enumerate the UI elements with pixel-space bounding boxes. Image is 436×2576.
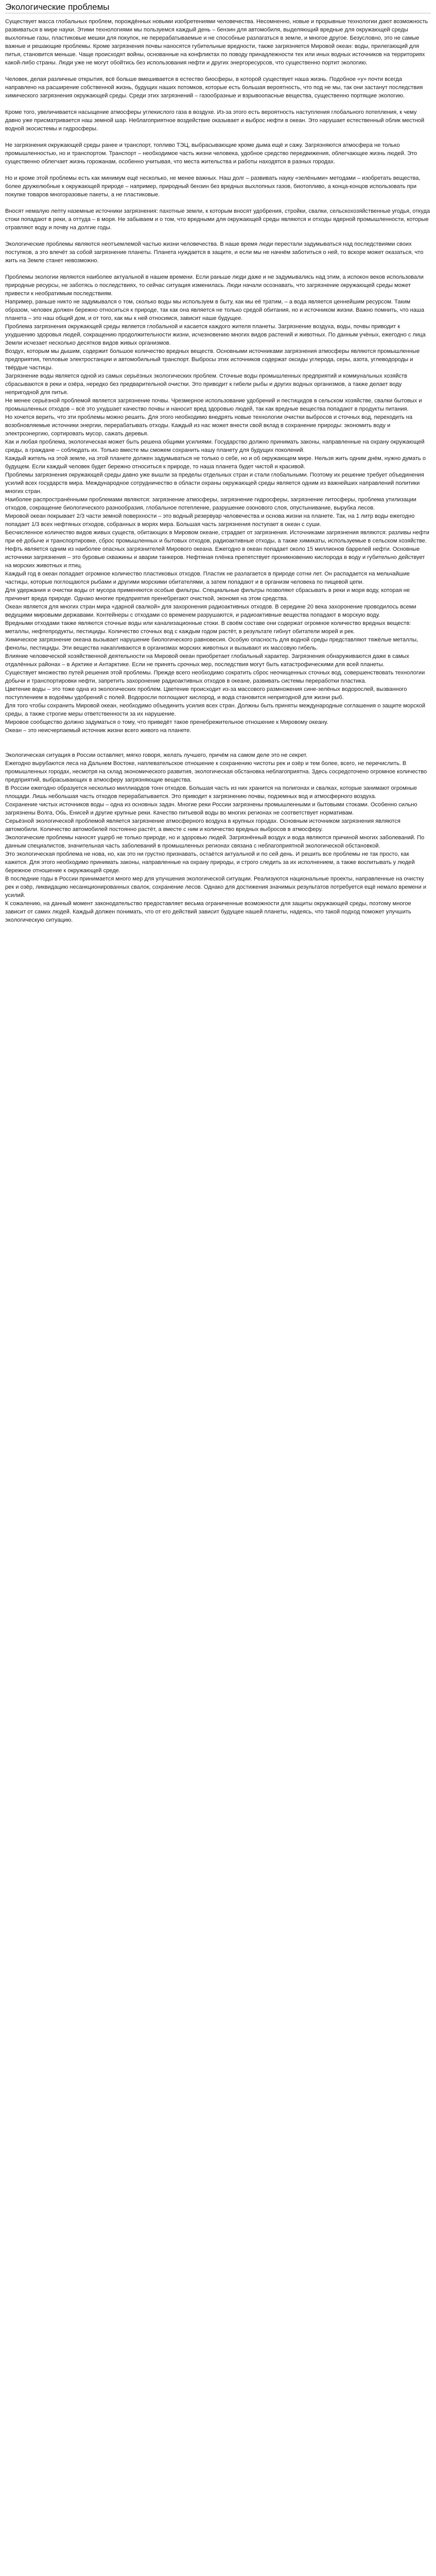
- paragraph: Проблемы экологии являются наиболее актуальной в нашем времени. Если раньше люди даже и не задумывались над этим, а испокон веков использовали природные ресурсы, не заботясь о последствиях, то сейчас ситуация изменилась. Люди начали осознавать, что загрязнение окружающей среды может привести к необратимым последствиям.: [5, 274, 424, 297]
- paragraph: Океан – это неисчерпаемый источник жизни всего живого на планете.: [5, 727, 191, 734]
- paragraph: Но и кроме этой проблемы есть как минимум ещё несколько, не менее важных. Наш долг – развивать науку «зелёными» методами – изобретать вещества, более дружелюбные к окружающей природе – например, природный бензин без вредных выхлопных газов, биотопливо, а конца-концов использовать при покупке товаров многоразовые пакеты, а не пластиковые.: [5, 175, 421, 198]
- paragraph: Экологические проблемы наносят ущерб не только природе, но и здоровью людей. Загрязнённый воздух и вода являются причиной многих заболеваний. По данным специалистов, значительная часть заболеваний в промышленных регионах связана с неблагоприятной экологической обстановкой.: [5, 835, 425, 849]
- paragraph: Экологическая ситуация в России оставляет, мягко говоря, желать лучшего, причём на самом деле это не секрет.: [5, 752, 308, 758]
- paragraph: Океан является для многих стран мира «дарной свалкой» для захоронения радиоактивных отходов. В середине 20 века захоронение проводилось всеми ведущими мировыми державами. Контейнеры с отходами со временем разрушаются, и радиоактивные вещества попадают в морскую воду.: [5, 604, 416, 618]
- paragraph: Цветение воды – это тоже одна из экологических проблем. Цветение происходит из-за массового размножения сине-зелёных водорослей, вызванного поступлением в водоёмы удобрений с полей. Водоросли поглощают кислород, и вода становится непригодной для жизни рыб.: [5, 686, 407, 701]
- paragraph: Сохранение чистых источников воды – одна из основных задач. Многие реки России загрязнены промышленными и бытовыми стоками. Особенно сильно загрязнены Волга, Обь, Енисей и другие крупные реки. Качество питьевой воды во многих регионах не соответствует нормативам.: [5, 802, 417, 816]
- paragraph: Кроме того, увеличивается насыщение атмосферы углекислого газа в воздухе. Из-за этого есть вероятность наступления глобального потепления, к чему давно уже присматривается наш земной шар. Неблагоприятное воздействие оказывает и выброс нефти в океан. Это нарушает естественный облик местной водной экосистемы и гидросферы.: [5, 109, 425, 132]
- paragraph-gap: [5, 265, 431, 273]
- paragraph: Экологические проблемы являются неотъемлемой частью жизни человечества. В наше время люди перестали задумываться над последствиями своих поступков, а это влечёт за собой загрязнение планеты. Планета нуждается в защите, и если мы не начнём заботиться о ней, то вскоре может оказаться, что жить на Земле станет невозможно.: [5, 241, 424, 264]
- paragraph: Например, раньше никто не задумывался о том, сколько воды мы используем в быту, как мы её тратим, – а вода является ценнейшим ресурсом. Таким образом, человек должен бережно относиться к природе, так как она является не только средой обитания, но и источником жизни. Важно помнить, что наша планета – это наш общий дом, и от того, как мы к ней относимся, зависит наше будущее.: [5, 299, 425, 321]
- paragraph: Мировой океан покрывает 2/3 части земной поверхности – это водный резервуар человечества и основа жизни на планете. Так, на 1 литр воды ежегодно попадает 1/3 всех нефтяных отходов, собранных в морях мира. Большая часть загрязнения поступает в океан с суши.: [5, 513, 415, 528]
- paragraph: Воздух, которым мы дышим, содержит большое количество вредных веществ. Основными источниками загрязнения атмосферы являются промышленные предприятия, тепловые электростанции и автомобильный транспорт. Выбросы этих источников содержат оксиды углерода, серы, азота, углеводороды и твёрдые частицы.: [5, 348, 420, 371]
- paragraph: Загрязнение воды является одной из самых серьёзных экологических проблем. Сточные воды промышленных предприятий и коммунальных хозяйств сбрасываются в реки и озёра, нередко без предварительной очистки. Это приводит к гибели рыбы и других водных организмов, а также делает воду непригодной для питья.: [5, 373, 408, 396]
- section-gap: [5, 735, 431, 751]
- paragraph: Вредными отходами также являются сточные воды или канализационные стоки. В своём составе они содержат огромное количество вредных веществ: металлы, нефтепродукты, пестициды. Количество сточных вод с каждым годом растёт, в результате гибнут обитатели морей и рек.: [5, 620, 411, 635]
- paragraph: Серьёзной экологической проблемой является загрязнение атмосферного воздуха в крупных городах. Основным источником загрязнения являются автомобили. Количество автомобилей постоянно растёт, а вместе с ним и количество вредных выбросов в атмосферу.: [5, 818, 400, 833]
- paragraph: Не загрязнения окружающей среды ранее и транспорт, топливо ТЭЦ, выбрасывающие кроме дыма ещё и сажу. Загрязняются атмосфера не только промышленностью, но и транспортом. Транспорт – необходимое часть жизни человека, удобное средство передвижения, облегчающее жизнь людей. Это существенно облегчает жизнь горожанам, особенно учитывая, что места жительства и работы находятся в разных городах.: [5, 142, 417, 165]
- page-title: Экологические проблемы: [5, 2, 431, 13]
- paragraph: Проблема загрязнения окружающей среды является глобальной и касается каждого жителя планеты. Загрязнение воздуха, воды, почвы приводит к ухудшению здоровья людей, сокращению продолжительности жизни, исчезновению многих видов растений и животных. По данным учёных, ежегодно с лица Земли исчезает несколько десятков видов живых организмов.: [5, 324, 426, 346]
- paragraph: Для удержания и очистки воды от мусора применяются особые фильтры. Специальные фильтры позволяют сбрасывать в реки и моря воду, которая не причинит вреда природе. Однако многие предприятия пренебрегают очисткой, экономя на этом средства.: [5, 587, 410, 602]
- paragraph: В последние годы в России принимается много мер для улучшения экологической ситуации. Реализуются национальные проекты, направленные на очистку рек и озёр, ликвидацию несанкционированных свалок, сохранение лесов. Однако для достижения значимых результатов потребуется ещё немало времени и усилий.: [5, 876, 427, 899]
- paragraph: Человек, делая различные открытия, всё больше вмешивается в естество биосферы, в которой существует наша жизнь. Подобное «у» почти всегда направлено на расширение собственной жизнь, будущих наших потомков, которые есть большая вероятность, что под не мы, так они застанут последствия химического загрязнения окружающей среды. Среди этих загрязнений – газообразные и взрывоопасные вещества, существенно портящие экологию.: [5, 76, 423, 99]
- paragraph: Существует масса глобальных проблем, порождённых новыми изобретениями человечества. Несомненно, новые и прорывные технологии дают возможность развиваться в мире науки. Этими технологиями мы пользуемся каждый день – бензин для автомобиля, выделяющий вредные для окружающей среды выхлопные газы, пластиковые мешки для покупок, не перерабатываемые и не способные разлагаться в земле, и многое другое. Безусловно, это не самые важные и решающие проблемы. Кроме загрязнения почвы наносятся губительные вредности, также загрязняется Мировой океан: воды, прилегающий для питья, становится меньше. Чаще происходят войны, основанные на конфликтах по поводу принадлежности тех или иных водных источников на территориях какой-либо страны. Люди уже не могут обойтись без использования нефти и других энергоресурсов, что существенно портит экологию.: [5, 19, 428, 66]
- paragraph: Но хочется верить, что эти проблемы можно решить. Для этого необходимо внедрять новые технологии очистки выбросов и сточных вод, переходить на возобновляемые источники энергии, перерабатывать отходы. Каждый из нас может внести свой вклад в сохранение природы: экономить воду и электроэнергию, сортировать мусор, сажать деревья.: [5, 414, 413, 437]
- paragraph: Проблемы загрязнения окружающей среды давно уже вышли за пределы отдельных стран и стали глобальными. Поэтому их решение требует объединения усилий всех государств мира. Международное сотрудничество в области охраны окружающей среды является одним из важнейших направлений политики многих стран.: [5, 472, 424, 495]
- paragraph: Влияние человеческой хозяйственной деятельности на Мировой океан приобретает глобальный характер. Загрязнения обнаруживаются даже в самых отдалённых районах – в Арктике и Антарктике. Если не принять срочных мер, последствия могут быть катастрофическими для всей планеты.: [5, 653, 409, 668]
- paragraph-gap: [5, 67, 431, 75]
- paragraph-gap: [5, 166, 431, 174]
- paragraph: Это экологическая проблема не нова, но, как это ни грустно признавать, остаётся актуальной и по сей день. И решить все проблемы не так просто, как кажется. Для этого необходимо принимать законы, направленные на охрану природы, и строго следить за их исполнением, а также воспитывать у людей бережное отношение к окружающей среде.: [5, 851, 415, 874]
- paragraph-gap: [5, 199, 431, 207]
- paragraph: Химическое загрязнение океана вызывает нарушение биологического равновесия. Особую опасность для водной среды представляют тяжёлые металлы, фенолы, пестициды. Эти вещества накапливаются в организмах морских животных и вызывают их массовую гибель.: [5, 637, 418, 651]
- paragraph: Существует множество путей решения этой проблемы. Прежде всего необходимо сократить сброс неочищенных сточных вод, совершенствовать технологии добычи и транспортировки нефти, запретить захоронение радиоактивных отходов в океане, развивать системы переработки пластика.: [5, 670, 425, 684]
- paragraph: Не менее серьёзной проблемой является загрязнение почвы. Чрезмерное использование удобрений и пестицидов в сельском хозяйстве, свалки бытовых и промышленных отходов – всё это ухудшает качество почвы и наносит вред здоровью людей, так как вредные вещества попадают в продукты питания.: [5, 398, 422, 412]
- paragraph: Мировое сообщество должно задуматься о тому, что приведёт такое пренебрежительное отношение к Мировому океану.: [5, 719, 328, 725]
- paragraph-gap: [5, 232, 431, 240]
- paragraph: Каждый житель на этой земле, на этой планете должен задумываться не только о себе, но и об окружающем мире. Нельзя жить одним днём, нужно думать о будущем. Если каждый человек будет бережно относиться к природе, то наша планета будет чистой и красивой.: [5, 455, 426, 470]
- paragraph-gap: [5, 100, 431, 108]
- paragraph: Бесчисленное количество видов живых существ, обитающих в Мировом океане, страдает от загрязнения. Источниками загрязнения являются: разливы нефти при её добыче и транспортировке, сброс промышленных и бытовых отходов, радиоактивные отходы, а также химикаты, используемые в сельском хозяйстве.: [5, 530, 429, 544]
- paragraph: Каждый год в океан попадает огромное количество пластиковых отходов. Пластик не разлагается в природе сотни лет. Он распадается на мельчайшие частицы, которые поглощаются рыбами и другими морскими обитателями, а затем попадают и в организм человека по пищевой цепи.: [5, 571, 410, 585]
- paragraph: Как и любая проблема, экологическая может быть решена общими усилиями. Государство должно принимать законы, направленные на охрану окружающей среды, а граждане – соблюдать их. Только вместе мы сможем сохранить нашу планету для будущих поколений.: [5, 439, 425, 453]
- paragraph: Наиболее распространёнными проблемами являются: загрязнение атмосферы, загрязнение гидросферы, загрязнение литосферы, проблема утилизации отходов, сокращение биологического разнообразия, глобальное потепление, разрушение озонового слоя, опустынивание, вырубка лесов.: [5, 497, 416, 511]
- paragraph: Нефть является одним из наиболее опасных загрязнителей Мирового океана. Ежегодно в океан попадает около 15 миллионов баррелей нефти. Основные источники загрязнения – это буровые скважины и аварии танкеров. Нефтяная плёнка препятствует проникновению кислорода в воду и губительно действует на морских животных и птиц.: [5, 546, 425, 569]
- article-body: [5, 18, 431, 924]
- paragraph: К сожалению, на данный момент законодательство предоставляет весьма ограниченные возможности для защиты окружающей среды, поэтому многое зависит от самих людей. Каждый должен понимать, что от его действий зависит будущее нашей планеты, надеясь, что такой подход поможет улучшить экологическую ситуацию.: [5, 901, 411, 923]
- paragraph: Ежегодно вырубаются леса на Дальнем Востоке, наплевательское отношение к сохранению чистоты рек и озёр и тем более, всего, не перечислить. В промышленных городах, несмотря на склад экономического развития, экологическая обстановка неблагоприятна. Здесь сосредоточено огромное количество предприятий, выбрасывающих в атмосферу загрязняющие вещества.: [5, 760, 427, 783]
- paragraph-gap: [5, 133, 431, 141]
- paragraph: Вносят немалую лепту наземные источники загрязнения: пахотные земли, к которым вносят удобрения, стройки, свалки, сельскохозяйственные угодья, откуда стоки попадают в реки, а оттуда – в моря. Не забываем и о том, что вредными для окружающей среды являются и отходы ядерной промышленности, которые отравляют воду и почву на долгие годы.: [5, 208, 430, 231]
- paragraph: В России ежегодно образуется несколько миллиардов тонн отходов. Большая часть из них хранится на полигонах и свалках, которые занимают огромные площади. Лишь небольшая часть отходов перерабатывается. Это приводит к загрязнению почвы, подземных вод и атмосферного воздуха.: [5, 785, 417, 800]
- paragraph: Для того чтобы сохранить Мировой океан, необходимо объединить усилия всех стран. Должны быть приняты международные соглашения о защите морской среды, а также строгие меры ответственности за их нарушение.: [5, 703, 426, 717]
